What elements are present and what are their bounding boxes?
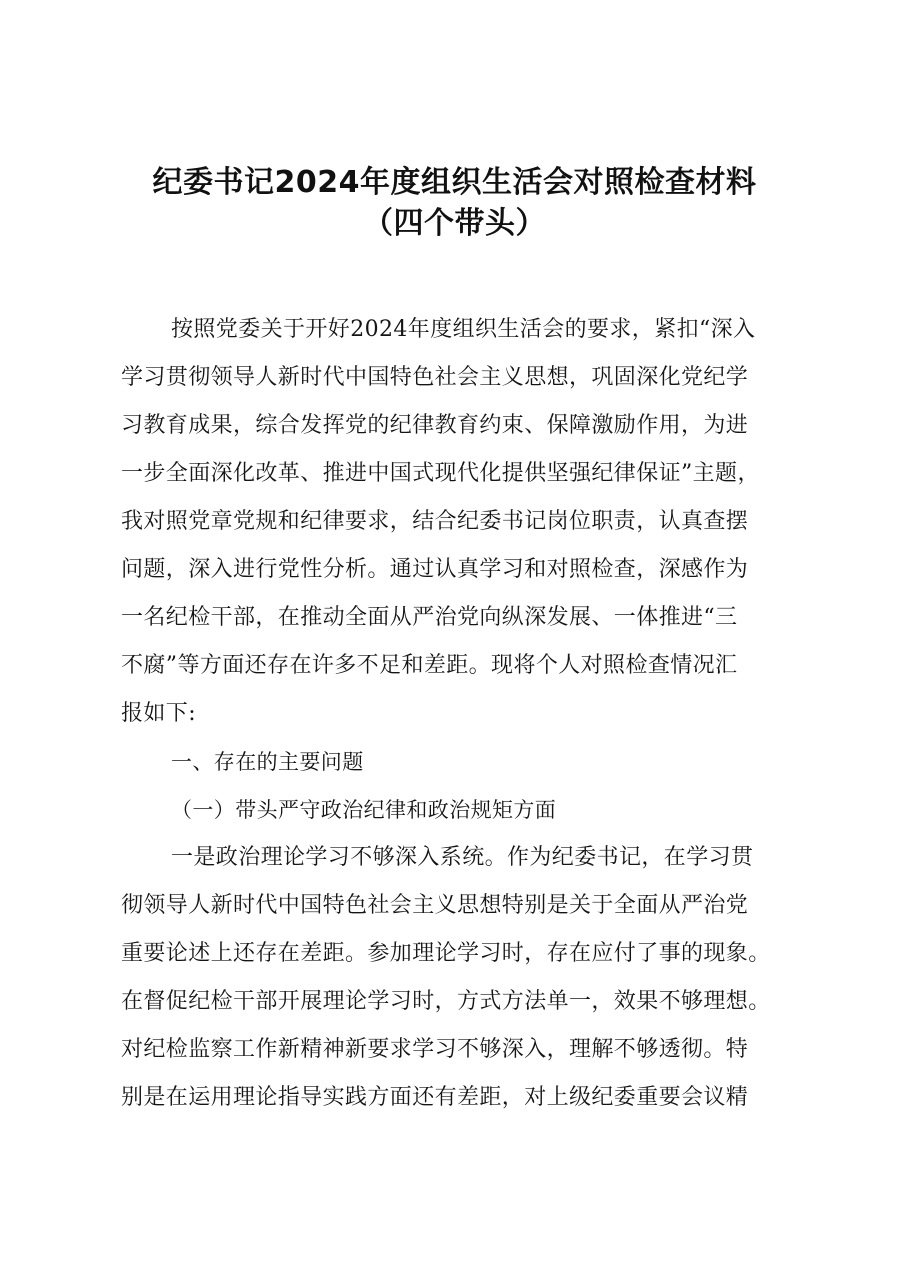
intro-line: 按照党委关于开好2024年度组织生活会的要求，紧扣“深入 — [171, 317, 756, 342]
intro-line: 学习贯彻领导人新时代中国特色社会主义思想，巩固深化党纪学 — [121, 365, 749, 390]
intro-line: 不腐”等方面还存在许多不足和差距。现将个人对照检查情况汇 — [121, 653, 738, 678]
section-heading: 一、存在的主要问题 — [171, 750, 364, 774]
document-body — [121, 306, 801, 1122]
intro-line: 我对照党章党规和纪律要求，结合纪委书记岗位职责，认真查摆 — [121, 509, 749, 534]
paragraph-line: 一是政治理论学习不够深入系统。作为纪委书记，在学习贯 — [171, 845, 754, 870]
intro-line: 一步全面深化改革、推进中国式现代化提供坚强纪律保证”主题， — [121, 461, 760, 486]
paragraph-line: 重要论述上还存在差距。参加理论学习时，存在应付了事的现象。 — [121, 941, 771, 966]
intro-line: 问题，深入进行党性分析。通过认真学习和对照检查，深感作为 — [121, 557, 749, 582]
document-subtitle: （四个带头） — [363, 206, 546, 241]
intro-line: 一名纪检干部，在推动全面从严治党向纵深发展、一体推进“三 — [121, 605, 738, 630]
subsection-heading: （一）带头严守政治纪律和政治规矩方面 — [171, 798, 557, 822]
document-title: 纪委书记2024年度组织生活会对照检查材料 — [152, 165, 757, 200]
paragraph-line: 彻领导人新时代中国特色社会主义思想特别是关于全面从严治党 — [121, 893, 749, 918]
paragraph-line: 别是在运用理论指导实践方面还有差距，对上级纪委重要会议精 — [121, 1085, 749, 1110]
intro-line: 习教育成果，综合发挥党的纪律教育约束、保障激励作用，为进 — [121, 413, 749, 438]
intro-line: 报如下: — [121, 701, 197, 726]
paragraph-line: 对纪检监察工作新精神新要求学习不够深入，理解不够透彻。特 — [121, 1037, 749, 1062]
paragraph-line: 在督促纪检干部开展理论学习时，方式方法单一，效果不够理想。 — [121, 989, 771, 1014]
